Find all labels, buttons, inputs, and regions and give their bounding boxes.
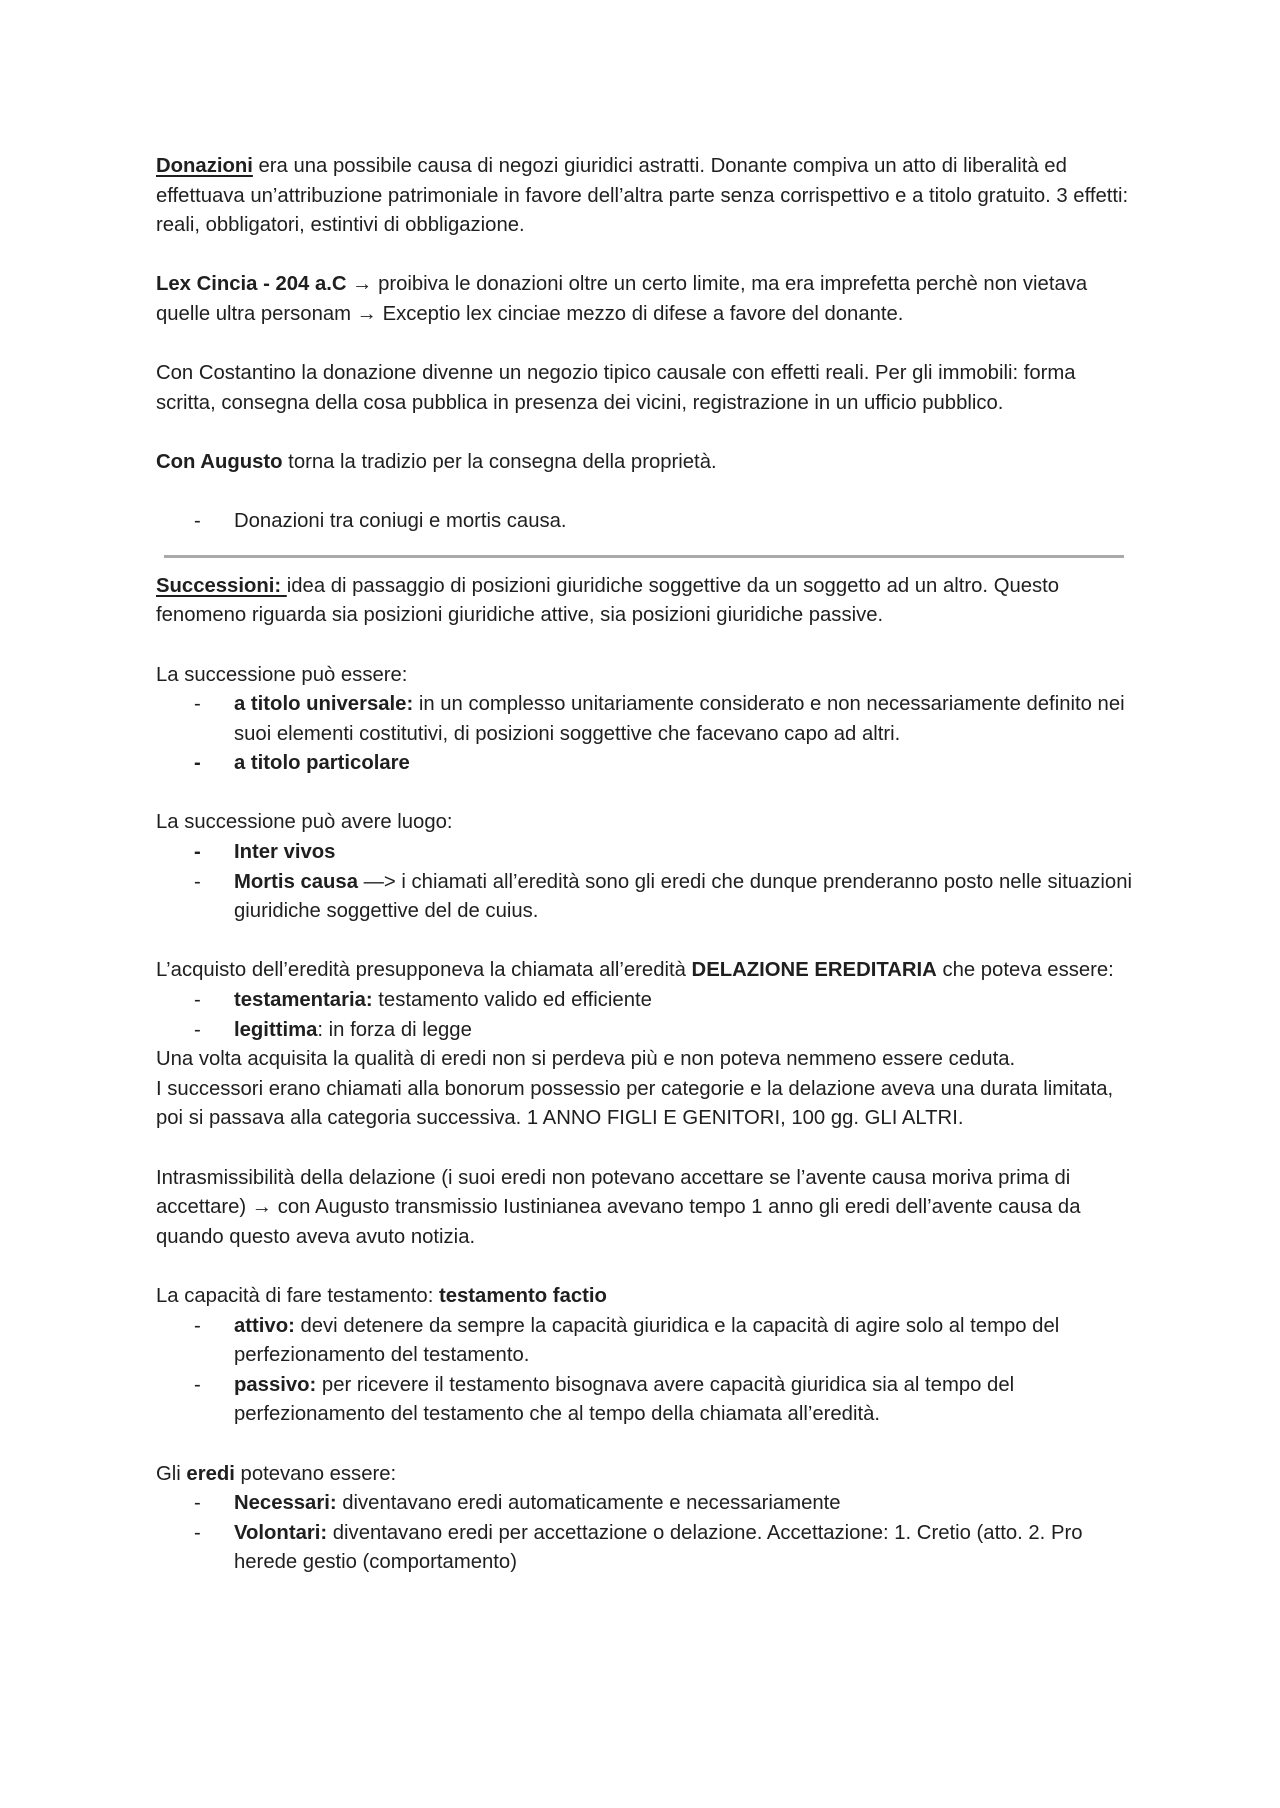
list-item-term: Necessari:: [234, 1492, 337, 1515]
section-divider: [164, 555, 1124, 558]
paragraph-donazioni: [156, 152, 1136, 241]
list-item: - Inter vivos: [194, 841, 336, 864]
list-donazioni: [156, 507, 1136, 537]
list-item-text: Donazioni tra coniugi e mortis causa.: [234, 510, 567, 533]
list-item-term: a titolo universale:: [234, 693, 414, 716]
list-item-term: attivo:: [234, 1314, 295, 1337]
list-item: - Mortis causa —> i chiamati all’eredità sono gli eredi che dunque prenderanno posto nelle situazioni giuridiche soggettive del de cuius.: [194, 870, 1132, 923]
list-item-term: Mortis causa: [234, 870, 358, 893]
list-succ-tipo: [156, 690, 1136, 779]
list-item-term: legittima: [234, 1018, 318, 1041]
term-delazione-ereditaria: DELAZIONE EREDITARIA: [691, 959, 937, 982]
list-item: - passivo: per ricevere il testamento bisognava avere capacità giuridica sia al tempo del perfezionamento del testamento che al tempo della chiamata all’eredità.: [194, 1373, 1015, 1426]
list-item: - Necessari: diventavano eredi automaticamente e necessariamente: [194, 1492, 841, 1515]
list-testamento: [156, 1312, 1136, 1430]
paragraph-augusto: [156, 448, 1136, 478]
term-eredi: eredi: [186, 1462, 235, 1485]
text-successioni: idea di passaggio di posizioni giuridiche soggettive da un soggetto ad un altro. Questo fenomeno riguarda sia posizioni giuridiche attive, sia posizioni giuridiche passive.: [156, 574, 1060, 627]
intro-testamento: La capacità di fare testamento: testamento factio: [156, 1284, 607, 1307]
list-item-text: —> i chiamati all’eredità sono gli eredi che dunque prenderanno posto nelle situazioni giuridiche soggettive del de cuius.: [234, 870, 1132, 923]
list-item-term: Inter vivos: [234, 841, 336, 864]
list-item-text: diventavano eredi automaticamente e necessariamente: [336, 1492, 841, 1515]
list-delazione: [156, 986, 1136, 1045]
list-item-text: per ricevere il testamento bisognava avere capacità giuridica sia al tempo del perfezionamento del testamento che al tempo della chiamata all’eredità.: [234, 1373, 1015, 1426]
term-augusto: Con Augusto: [156, 450, 283, 473]
intro-succ-luogo: La successione può avere luogo:: [156, 811, 453, 834]
list-item-term: Volontari:: [234, 1521, 328, 1544]
list-item-term: passivo:: [234, 1373, 317, 1396]
list-item: - Donazioni tra coniugi e mortis causa.: [194, 510, 567, 533]
paragraph-intrasmissibilita: Intrasmissibilità della delazione (i suoi eredi non potevano accettare se l’avente causa moriva prima di accettare) → con Augusto transmissio Iustinianea avevano tempo 1 anno gli eredi dell’avente causa da quando questo aveva avuto notizia.: [156, 1166, 1081, 1248]
list-item: - legittima: in forza di legge: [194, 1018, 472, 1041]
list-eredi: [156, 1489, 1136, 1578]
term-successioni: Successioni:: [156, 574, 287, 597]
document-body: [156, 152, 1136, 1578]
list-item-term: testamentaria:: [234, 989, 373, 1012]
list-item: - a titolo particolare: [194, 752, 410, 775]
list-item-text: devi detenere da sempre la capacità giuridica e la capacità di agire solo al tempo del perfezionamento del testamento.: [234, 1314, 1060, 1367]
list-item-text: : in forza di legge: [317, 1018, 472, 1041]
list-item-text: testamento valido ed efficiente: [372, 989, 652, 1012]
paragraph-lex-cincia: [156, 270, 1136, 329]
list-item: - testamentaria: testamento valido ed efficiente: [194, 989, 652, 1012]
paragraph-bonorum-possessio: I successori erano chiamati alla bonorum possessio per categorie e la delazione aveva una durata limitata, poi si passava alla categoria successiva. 1 ANNO FIGLI E GENITORI, 100 gg. GLI ALTRI.: [156, 1077, 1114, 1130]
list-item-term: a titolo particolare: [234, 752, 410, 775]
paragraph-successioni: [156, 572, 1136, 631]
term-lex-cincia: Lex Cincia - 204 a.C: [156, 273, 347, 296]
list-item-text: in un complesso unitariamente considerato e non necessariamente definito nei suoi elementi costitutivi, di posizioni soggettive che facevano capo ad altri.: [234, 693, 1125, 745]
intro-delazione: L’acquisto dell’eredità presupponeva la chiamata all’eredità DELAZIONE EREDITARIA che poteva essere:: [156, 959, 1114, 982]
text-augusto: torna la tradizio per la consegna della proprietà.: [282, 450, 717, 473]
paragraph-costantino: Con Costantino la donazione divenne un negozio tipico causale con effetti reali. Per gli immobili: forma scritta, consegna della cosa pubblica in presenza dei vicini, registrazione in un ufficio pubblico.: [156, 362, 1076, 414]
list-succ-luogo: [156, 838, 1136, 927]
text-donazioni: era una possibile causa di negozi giuridici astratti. Donante compiva un atto di liberalità ed effettuava un’attribuzione patrimoniale in favore dell’altra parte senza corrispettivo e a titolo gratuito. 3 effetti: reali, obbligatori, estintivi di obbligazione.: [156, 155, 1129, 237]
list-item: - Volontari: diventavano eredi per accettazione o delazione. Accettazione: 1. Cretio (atto. 2. Pro herede gestio (comportamento): [194, 1521, 1083, 1574]
term-donazioni: Donazioni: [156, 155, 253, 177]
list-item: - a titolo universale: in un complesso unitariamente considerato e non necessariamente definito nei suoi elementi costitutivi, di posizioni soggettive che facevano capo ad altri.: [194, 693, 1125, 745]
intro-succ-tipo: La successione può essere:: [156, 663, 408, 686]
paragraph-qualita-eredi: Una volta acquisita la qualità di eredi non si perdeva più e non poteva nemmeno essere ceduta.: [156, 1048, 1016, 1071]
list-item: - attivo: devi detenere da sempre la capacità giuridica e la capacità di agire solo al tempo del perfezionamento del testamento.: [194, 1314, 1060, 1367]
intro-eredi: Gli eredi potevano essere:: [156, 1462, 397, 1485]
text-lex-cincia: → proibiva le donazioni oltre un certo limite, ma era imprefetta perchè non vietava quelle ultra personam → Exceptio lex cinciae mezzo di difese a favore del donante.: [156, 273, 1088, 325]
term-testamento-factio: testamento factio: [438, 1284, 607, 1307]
list-item-text: diventavano eredi per accettazione o delazione. Accettazione: 1. Cretio (atto. 2. Pro herede gestio (comportamento): [234, 1521, 1083, 1574]
